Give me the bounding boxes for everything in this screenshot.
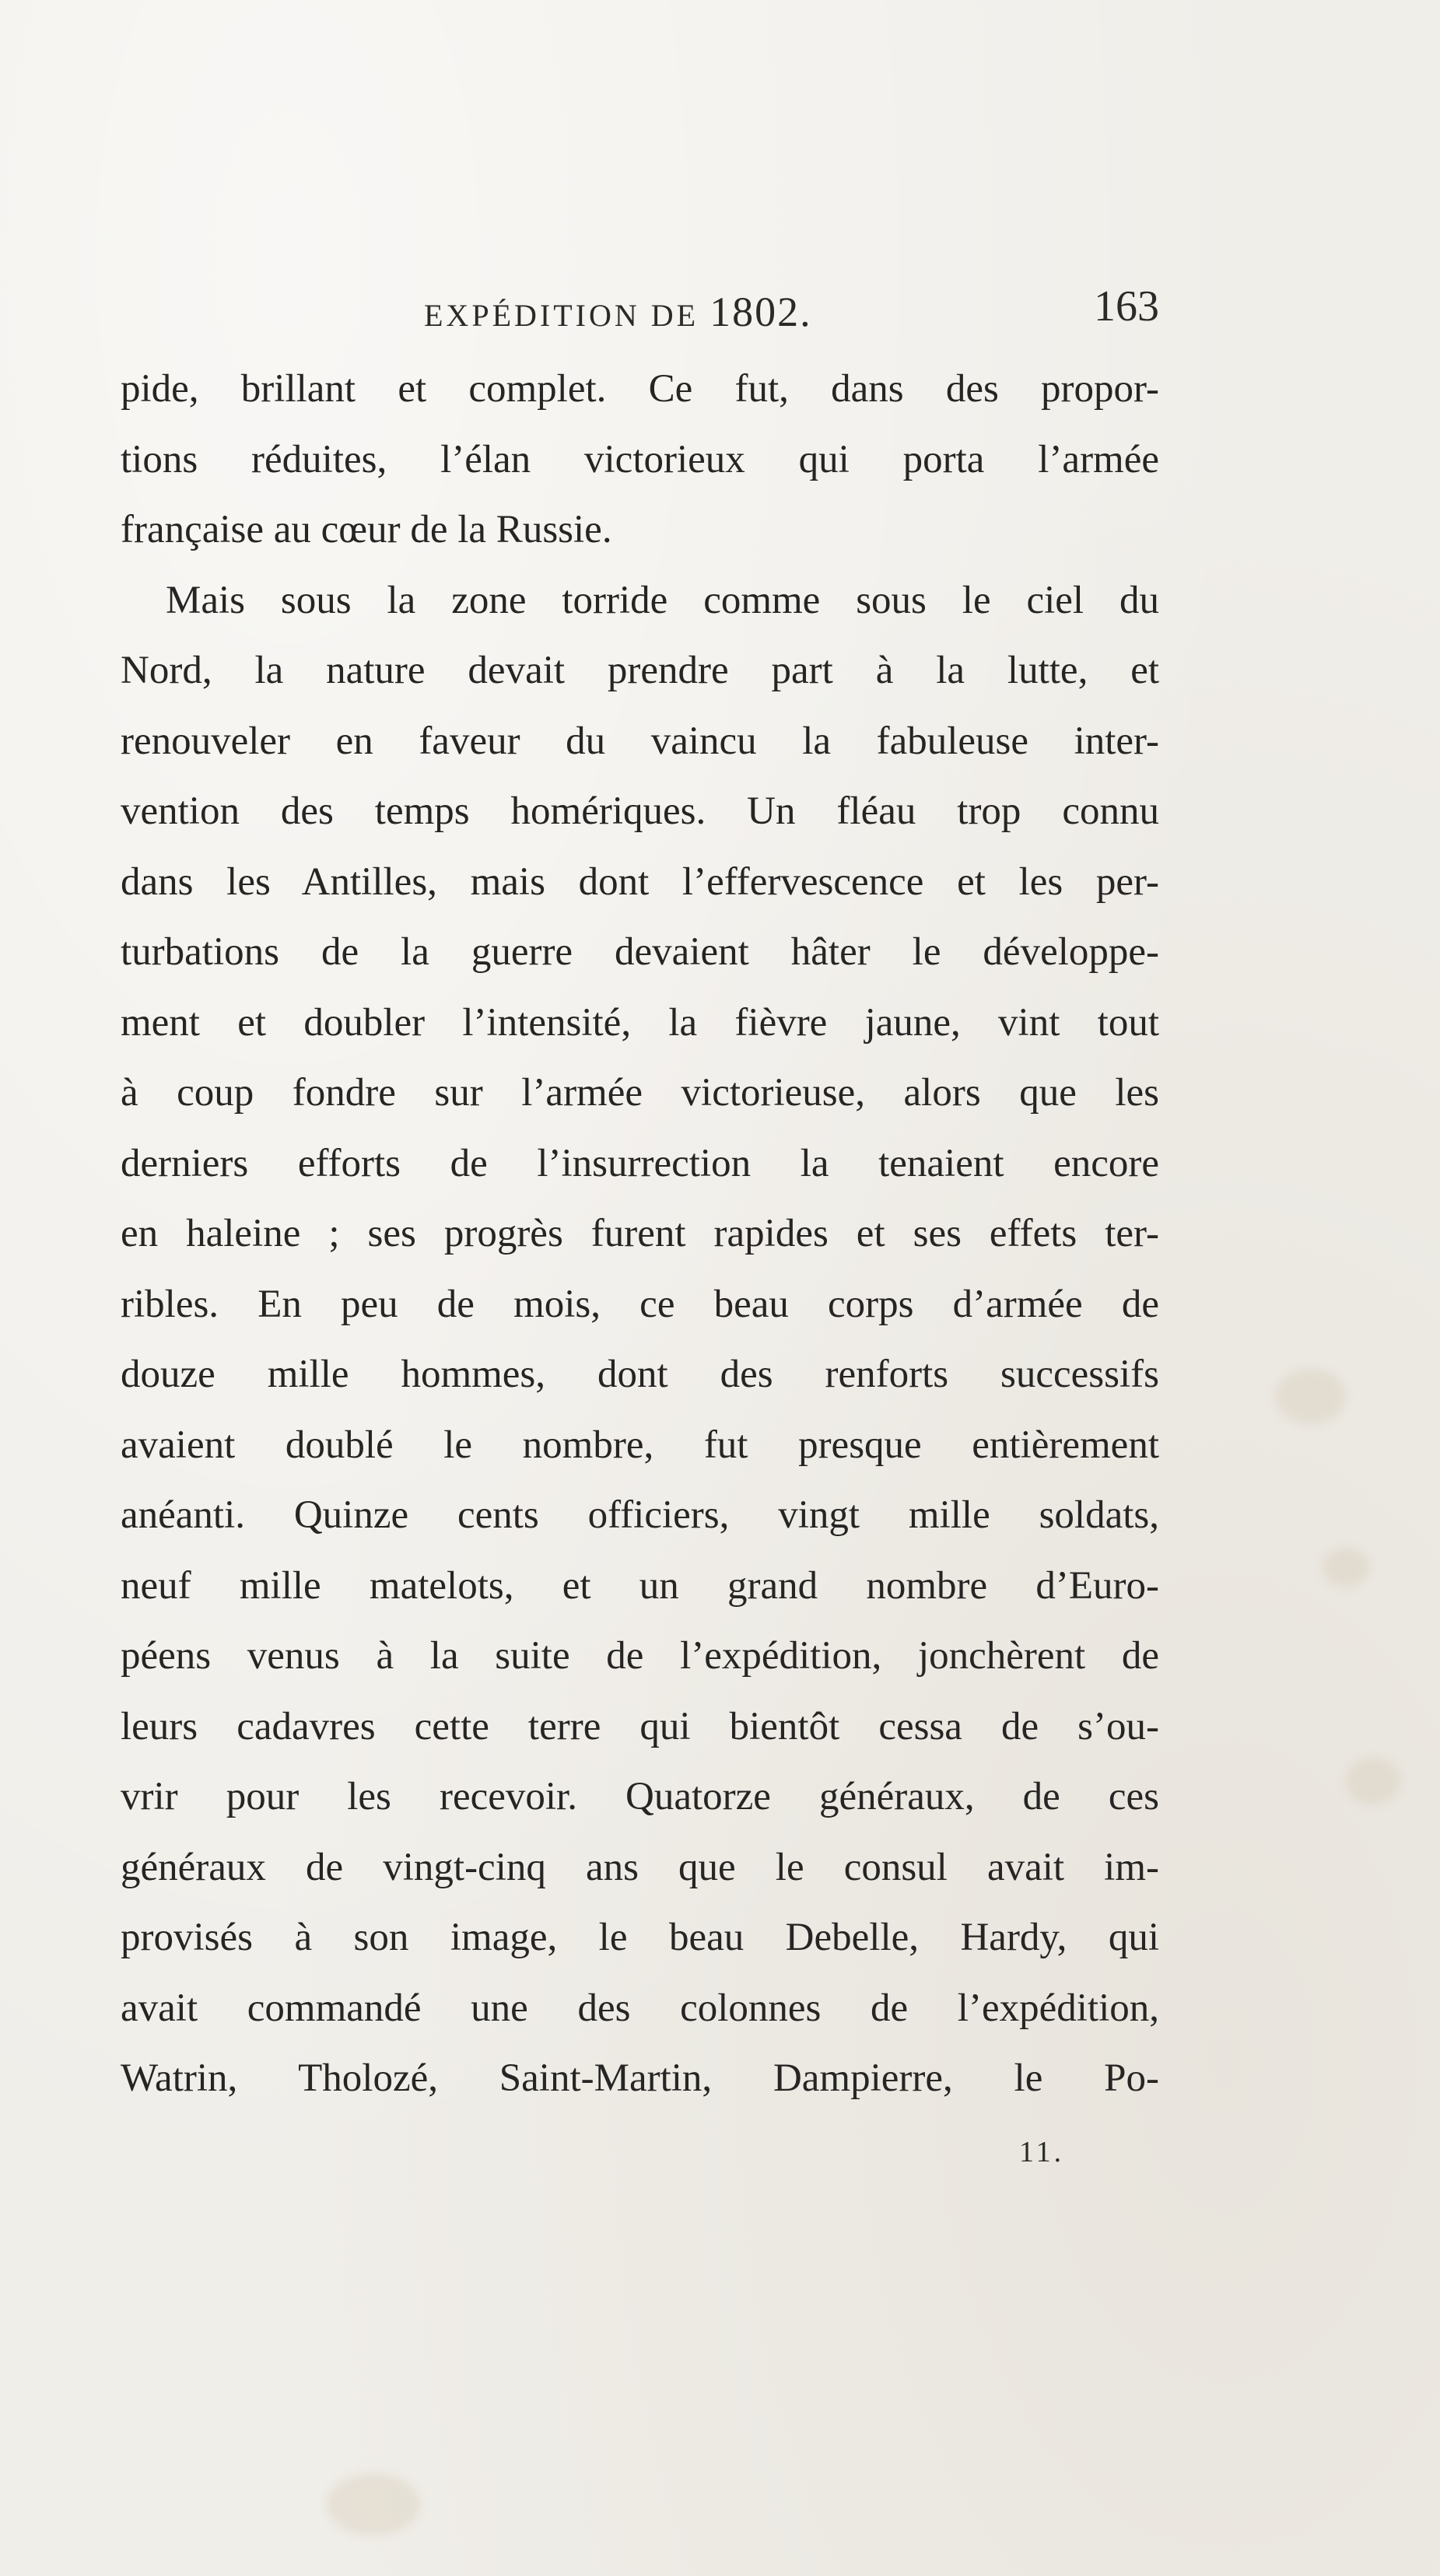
paper-stain [1276,1369,1346,1423]
text-line: vention des temps homériques. Un fléau trop connu [121,789,1159,833]
running-title [424,288,812,336]
text-line: anéanti. Quinze cents officiers, vingt mille soldats, [121,1493,1159,1537]
text-line: leurs cadavres cette terre qui bientôt cessa de s’ou- [121,1704,1159,1748]
text-line: ment et doubler l’intensité, la fièvre jaune, vint tout [121,1000,1159,1045]
text-line: provisés à son image, le beau Debelle, Hardy, qui [121,1916,1159,1959]
paper-stain [1346,1758,1400,1804]
paper-stain [327,2473,420,2536]
text-line: avaient doublé le nombre, fut presque entièrement [121,1423,1159,1467]
page-number: 163 [1094,282,1159,331]
text-line: à coup fondre sur l’armée victorieuse, alors que les [121,1071,1159,1115]
running-header [121,282,1159,336]
body-text [121,354,1159,2114]
text-line: ribles. En peu de mois, ce beau corps d’armée de [121,1282,1159,1326]
text-line: neuf mille matelots, et un grand nombre d’Euro- [121,1563,1159,1608]
signature-mark: 11. [1019,2136,1065,2168]
paper-stain [1323,1548,1369,1587]
text-line: péens venus à la suite de l’expédition, jonchèrent de [121,1634,1159,1678]
text-line: renouveler en faveur du vaincu la fabuleuse inter- [121,719,1159,763]
text-line: dans les Antilles, mais dont l’effervescence et les per- [121,859,1159,904]
text-line: vrir pour les recevoir. Quatorze généraux, de ces [121,1775,1159,1818]
text-line: derniers efforts de l’insurrection la tenaient encore [121,1141,1159,1185]
text-line: généraux de vingt-cinq ans que le consul avait im- [121,1845,1159,1889]
text-line: douze mille hommes, dont des renforts successifs [121,1353,1159,1396]
text-line: Watrin, Tholozé, Saint-Martin, Dampierre, le Po- [121,2056,1159,2100]
text-line: pide, brillant et complet. Ce fut, dans des propor- [121,367,1159,411]
text-line: avait commandé une des colonnes de l’expédition, [121,1986,1159,2030]
text-line: française au cœur de la Russie. [121,508,612,551]
text-line: tions réduites, l’élan victorieux qui porta l’armée [121,437,1159,481]
running-title-text: EXPÉDITION DE [424,298,699,333]
text-line: en haleine ; ses progrès furent rapides et ses effets ter- [121,1212,1159,1255]
running-title-year: 1802. [709,289,812,335]
text-line: turbations de la guerre devaient hâter le développe- [121,930,1159,974]
text-line: Nord, la nature devait prendre part à la lutte, et [121,649,1159,692]
text-line: Mais sous la zone torride comme sous le ciel du [166,578,1159,622]
